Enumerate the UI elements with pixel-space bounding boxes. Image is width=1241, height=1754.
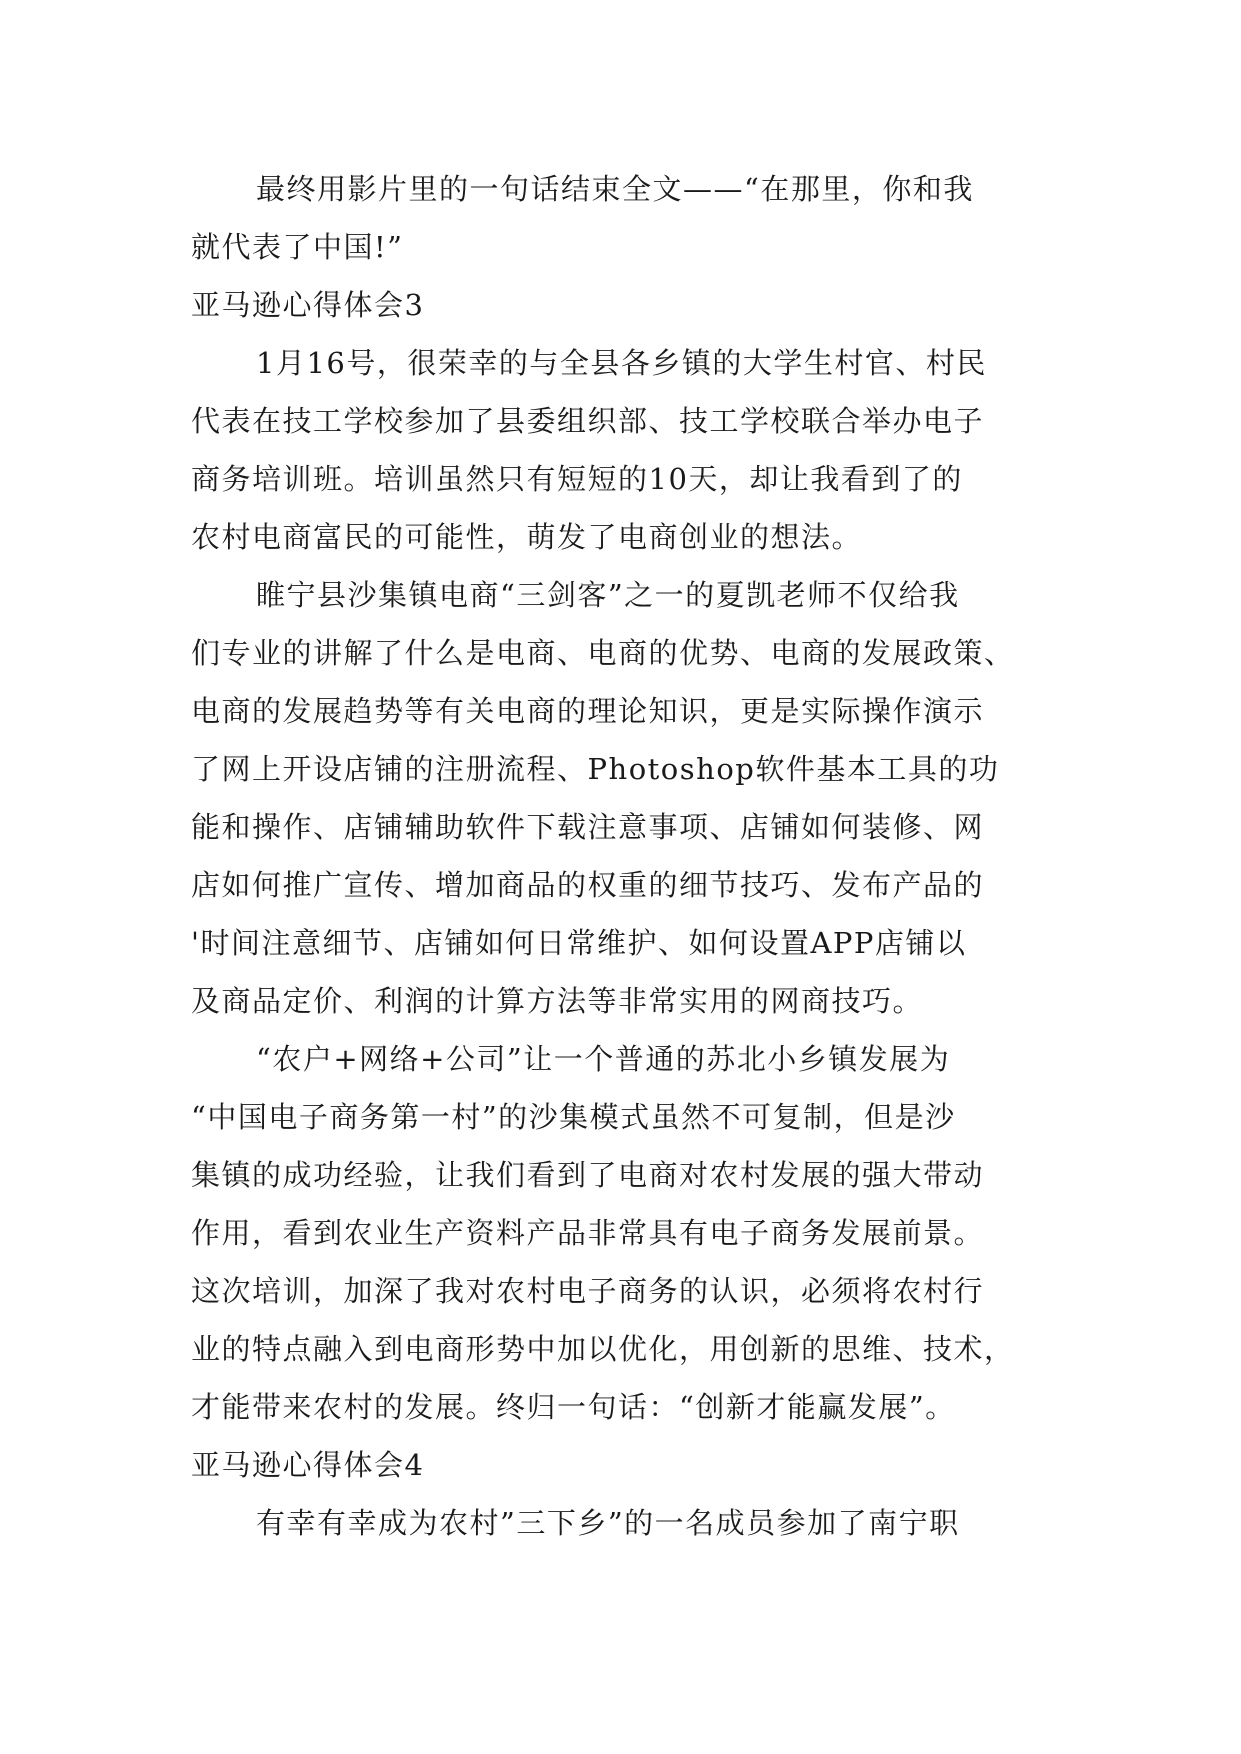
paragraph-line: 这次培训，加深了我对农村电子商务的认识，必须将农村行 xyxy=(191,1274,985,1308)
paragraph-line: 店如何推广宣传、增加商品的权重的细节技巧、发布产品的 xyxy=(191,868,985,902)
paragraph-line: 代表在技工学校参加了县委组织部、技工学校联合举办电子 xyxy=(191,404,985,438)
paragraph-line: 最终用影片里的一句话结束全文——“在那里，你和我 xyxy=(256,172,974,206)
paragraph-line: 睢宁县沙集镇电商“三剑客”之一的夏凯老师不仅给我 xyxy=(256,578,960,612)
paragraph-line: 商务培训班。培训虽然只有短短的10天，却让我看到了的 xyxy=(191,462,963,496)
paragraph-line: 电商的发展趋势等有关电商的理论知识，更是实际操作演示 xyxy=(191,694,985,728)
paragraph-line: 了网上开设店铺的注册流程、Photoshop软件基本工具的功 xyxy=(191,752,1000,786)
paragraph-line: '时间注意细节、店铺如何日常维护、如何设置APP店铺以 xyxy=(191,926,967,960)
paragraph-line: 作用，看到农业生产资料产品非常具有电子商务发展前景。 xyxy=(191,1216,985,1250)
paragraph-line: 能和操作、店铺辅助软件下载注意事项、店铺如何装修、网 xyxy=(191,810,985,844)
paragraph-line: 们专业的讲解了什么是电商、电商的优势、电商的发展政策、 xyxy=(191,636,1015,670)
paragraph-line: 有幸有幸成为农村”三下乡”的一名成员参加了南宁职 xyxy=(256,1506,960,1540)
paragraph-line: 才能带来农村的发展。终归一句话：“创新才能赢发展”。 xyxy=(191,1390,956,1424)
paragraph-line: 就代表了中国!” xyxy=(191,230,404,264)
section-heading: 亚马逊心得体会4 xyxy=(191,1448,425,1482)
paragraph-line: 农村电商富民的可能性，萌发了电商创业的想法。 xyxy=(191,520,863,554)
section-heading: 亚马逊心得体会3 xyxy=(191,288,425,322)
paragraph-line: 集镇的成功经验，让我们看到了电商对农村发展的强大带动 xyxy=(191,1158,985,1192)
paragraph-line: “农户+网络+公司”让一个普通的苏北小乡镇发展为 xyxy=(256,1042,951,1076)
document-body xyxy=(191,160,1051,1552)
paragraph-line: “中国电子商务第一村”的沙集模式虽然不可复制，但是沙 xyxy=(191,1100,956,1134)
paragraph-line: 及商品定价、利润的计算方法等非常实用的网商技巧。 xyxy=(191,984,924,1018)
paragraph-line: 1月16号，很荣幸的与全县各乡镇的大学生村官、村民 xyxy=(256,346,987,380)
paragraph-line: 业的特点融入到电商形势中加以优化，用创新的思维、技术， xyxy=(191,1332,1015,1366)
